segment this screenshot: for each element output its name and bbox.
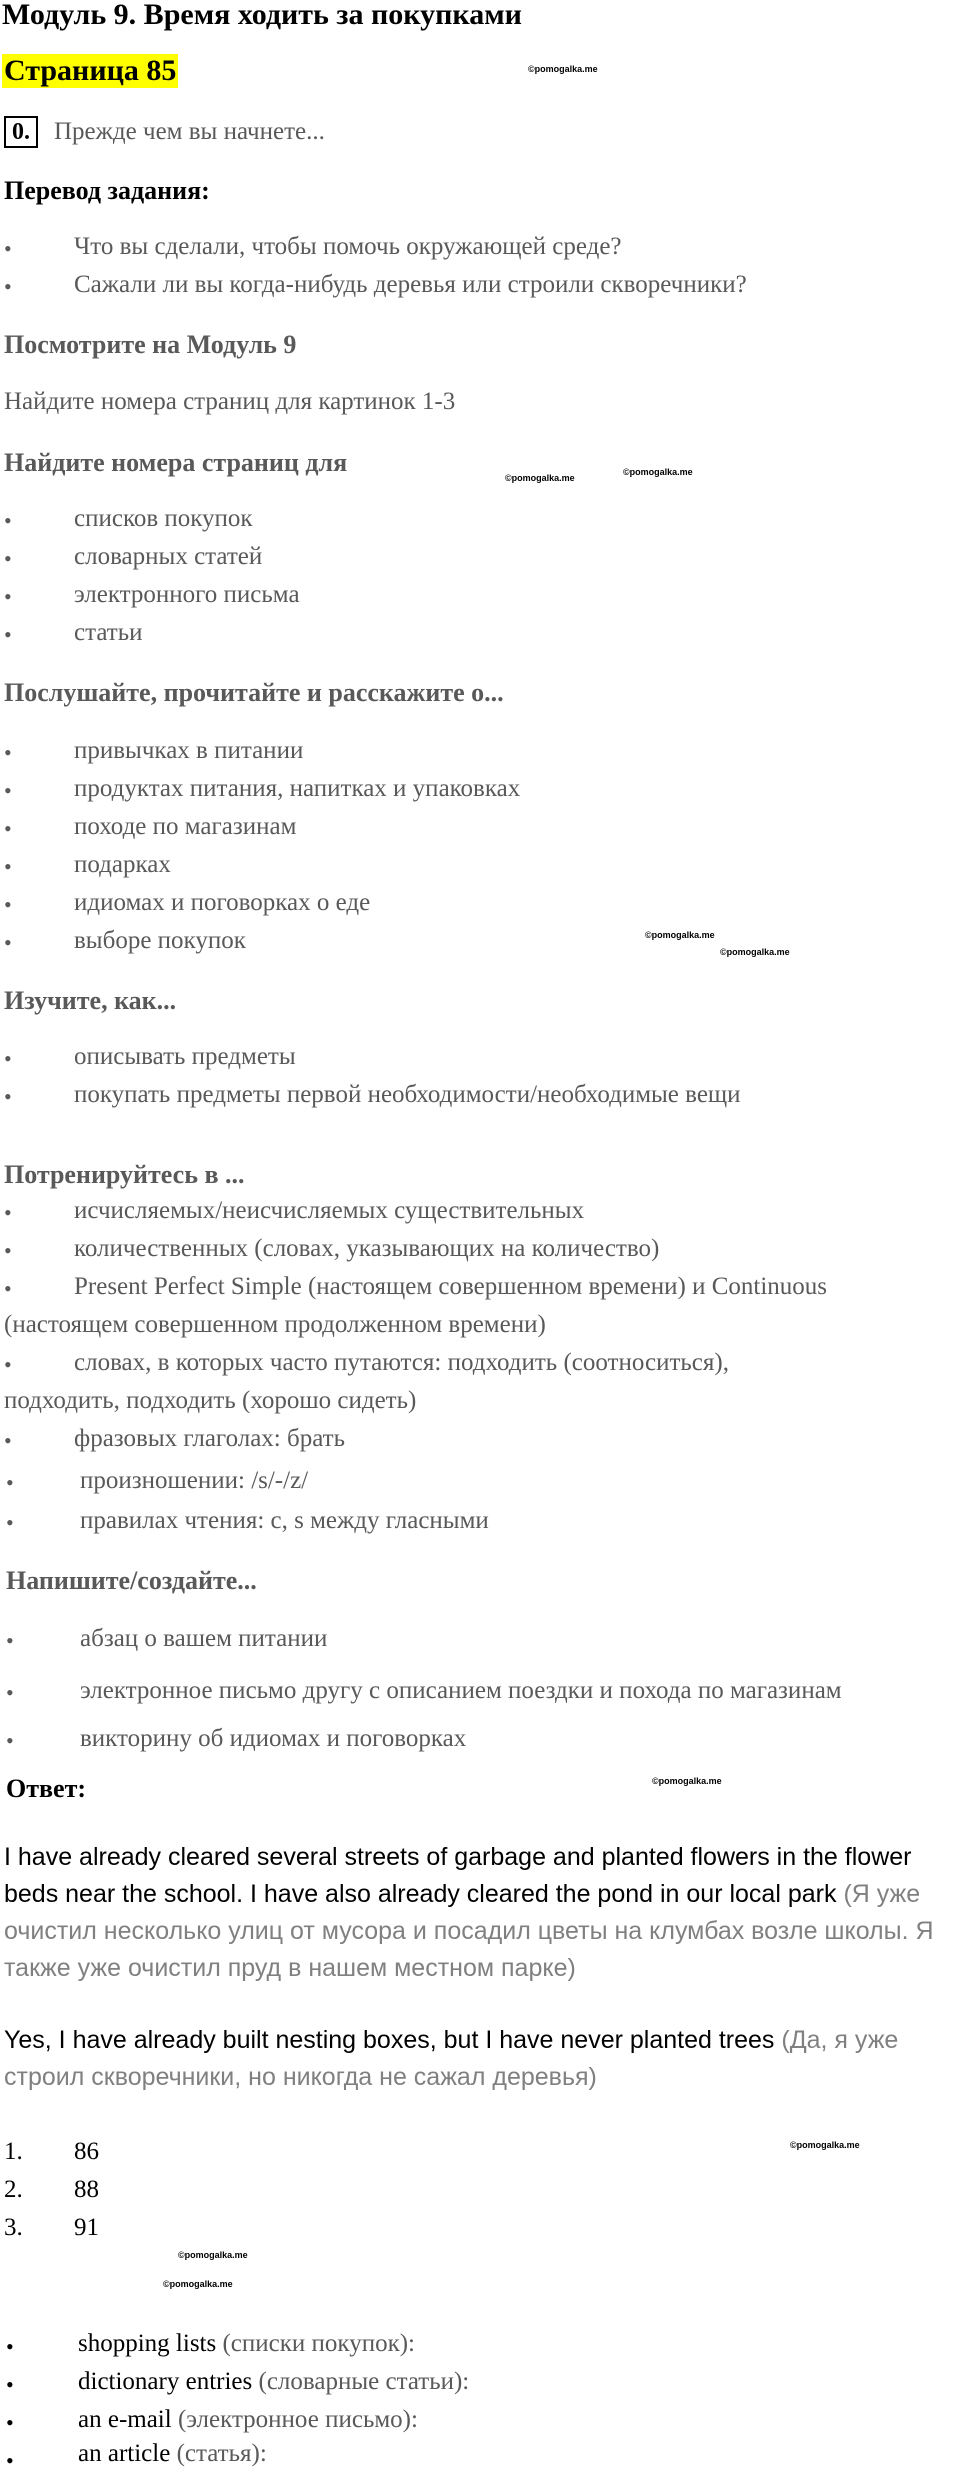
bullet: • — [4, 584, 12, 609]
list-item: абзац о вашем питании — [80, 1625, 328, 1652]
bullet: • — [6, 1628, 14, 1653]
bullet: • — [4, 854, 12, 879]
answer-english: Yes, I have already built nesting boxes, but I have never planted trees — [4, 2026, 775, 2054]
answer-translation: (Да, я уже строил скворечники, но никогда не сажал деревья) — [4, 2026, 899, 2091]
practice-heading: Потренируйтесь в ... — [4, 1160, 245, 1189]
bullet: • — [4, 236, 12, 261]
find-heading: Найдите номера страниц для — [4, 448, 348, 477]
answer-english: I have already cleared several streets of garbage and planted flowers in the flower beds near the school. I have also already cleared the pond in our local park — [4, 1843, 912, 1908]
list-item: викторину об идиомах и поговорках — [80, 1725, 467, 1752]
bullet: • — [6, 1510, 14, 1535]
translation-heading: Перевод задания: — [4, 176, 210, 205]
learn-heading: Изучите, как... — [4, 986, 177, 1015]
watermark: ©pomogalka.me — [163, 2279, 233, 2289]
list-item: словарных статей — [74, 543, 263, 570]
bullet: • — [6, 2372, 14, 2397]
bullet: • — [6, 2410, 14, 2435]
list-item: списков покупок — [74, 505, 253, 532]
watermark: ©pomogalka.me — [645, 930, 715, 940]
list-item: продуктах питания, напитках и упаковках — [74, 775, 521, 802]
list-item: Что вы сделали, чтобы помочь окружающей среде? — [74, 233, 622, 260]
exercise-intro: Прежде чем вы начнете... — [54, 118, 325, 145]
list-item: покупать предметы первой необходимости/необходимые вещи — [74, 1081, 741, 1108]
list-item: правилах чтения: c, s между гласными — [80, 1507, 489, 1534]
exercise-number: 0. — [4, 116, 38, 148]
answer-paragraph-1 — [4, 1839, 954, 1987]
bullet: • — [4, 546, 12, 571]
answer-value: 91 — [74, 2214, 99, 2241]
bullet: • — [4, 1084, 12, 1109]
list-item: количественных (словах, указывающих на количество) — [74, 1235, 660, 1262]
bullet: • — [4, 816, 12, 841]
listen-heading: Послушайте, прочитайте и расскажите о... — [4, 678, 504, 707]
bullet: • — [4, 622, 12, 647]
bullet: • — [6, 1680, 14, 1705]
watermark: ©pomogalka.me — [623, 467, 693, 477]
term-item — [78, 2330, 415, 2358]
list-item: описывать предметы — [74, 1043, 296, 1070]
list-item: фразовых глаголах: брать — [74, 1425, 345, 1452]
exercise-intro-row — [4, 116, 325, 148]
list-item: подарках — [74, 851, 171, 878]
write-heading: Напишите/создайте... — [6, 1566, 257, 1595]
list-item-continuation: (настоящем совершенном продолженном времени) — [4, 1311, 546, 1338]
list-item: электронного письма — [74, 581, 300, 608]
bullet: • — [6, 1728, 14, 1753]
list-item: произношении: /s/-/z/ — [80, 1467, 309, 1494]
term-english: an e-mail — [78, 2406, 172, 2433]
bullet: • — [4, 778, 12, 803]
term-item — [78, 2440, 267, 2468]
list-item: статьи — [74, 619, 143, 646]
list-item: исчисляемых/неисчисляемых существительных — [74, 1197, 585, 1224]
watermark: ©pomogalka.me — [652, 1776, 722, 1786]
bullet: • — [6, 2334, 14, 2359]
bullet: • — [4, 740, 12, 765]
watermark: ©pomogalka.me — [720, 947, 790, 957]
bullet: • — [4, 274, 12, 299]
term-english: shopping lists — [78, 2330, 217, 2357]
bullet: • — [4, 930, 12, 955]
watermark: ©pomogalka.me — [505, 473, 575, 483]
look-instruction: Найдите номера страниц для картинок 1-3 — [4, 388, 456, 415]
term-english: an article — [78, 2440, 171, 2467]
answer-number: 3. — [4, 2214, 23, 2241]
answer-heading: Ответ: — [6, 1774, 87, 1803]
list-item: электронное письмо другу с описанием поездки и похода по магазинам — [80, 1677, 842, 1704]
bullet: • — [4, 1352, 12, 1377]
answer-paragraph-2 — [4, 2022, 954, 2096]
bullet: • — [4, 1046, 12, 1071]
answer-number: 1. — [4, 2138, 23, 2165]
bullet: • — [4, 892, 12, 917]
list-item: словах, в которых часто путаются: подходить (соотноситься), — [74, 1349, 729, 1376]
term-translation: (электронное письмо): — [177, 2406, 418, 2433]
list-item: походе по магазинам — [74, 813, 297, 840]
bullet: • — [4, 508, 12, 533]
answer-value: 88 — [74, 2176, 99, 2203]
bullet: • — [4, 1428, 12, 1453]
bullet: • — [6, 1470, 14, 1495]
list-item: Сажали ли вы когда-нибудь деревья или строили скворечники? — [74, 271, 747, 298]
term-translation: (словарные статьи): — [258, 2368, 470, 2395]
term-item — [78, 2368, 469, 2396]
answer-number: 2. — [4, 2176, 23, 2203]
bullet: • — [4, 1200, 12, 1225]
term-translation: (списки покупок): — [222, 2330, 416, 2357]
answer-translation: (Я уже очистил несколько улиц от мусора и посадил цветы на клумбах возле школы. Я также уже очистил пруд в нашем местном парке) — [4, 1880, 934, 1982]
answer-value: 86 — [74, 2138, 99, 2165]
list-item: Present Perfect Simple (настоящем совершенном времени) и Continuous — [74, 1273, 828, 1300]
watermark: ©pomogalka.me — [790, 2140, 860, 2150]
watermark: ©pomogalka.me — [178, 2250, 248, 2260]
list-item: привычках в питании — [74, 737, 304, 764]
term-item — [78, 2406, 418, 2434]
term-english: dictionary entries — [78, 2368, 253, 2395]
page-label: Страница 85 — [4, 54, 177, 87]
bullet: • — [4, 1238, 12, 1263]
bullet: • — [6, 2448, 14, 2473]
bullet: • — [4, 1276, 12, 1301]
list-item: идиомах и поговорках о еде — [74, 889, 371, 916]
look-heading: Посмотрите на Модуль 9 — [4, 330, 297, 359]
list-item-continuation: подходить, подходить (хорошо сидеть) — [4, 1387, 417, 1414]
term-translation: (статья): — [176, 2440, 267, 2467]
list-item: выборе покупок — [74, 927, 246, 954]
watermark: ©pomogalka.me — [528, 64, 598, 74]
module-title: Модуль 9. Время ходить за покупками — [2, 0, 522, 31]
